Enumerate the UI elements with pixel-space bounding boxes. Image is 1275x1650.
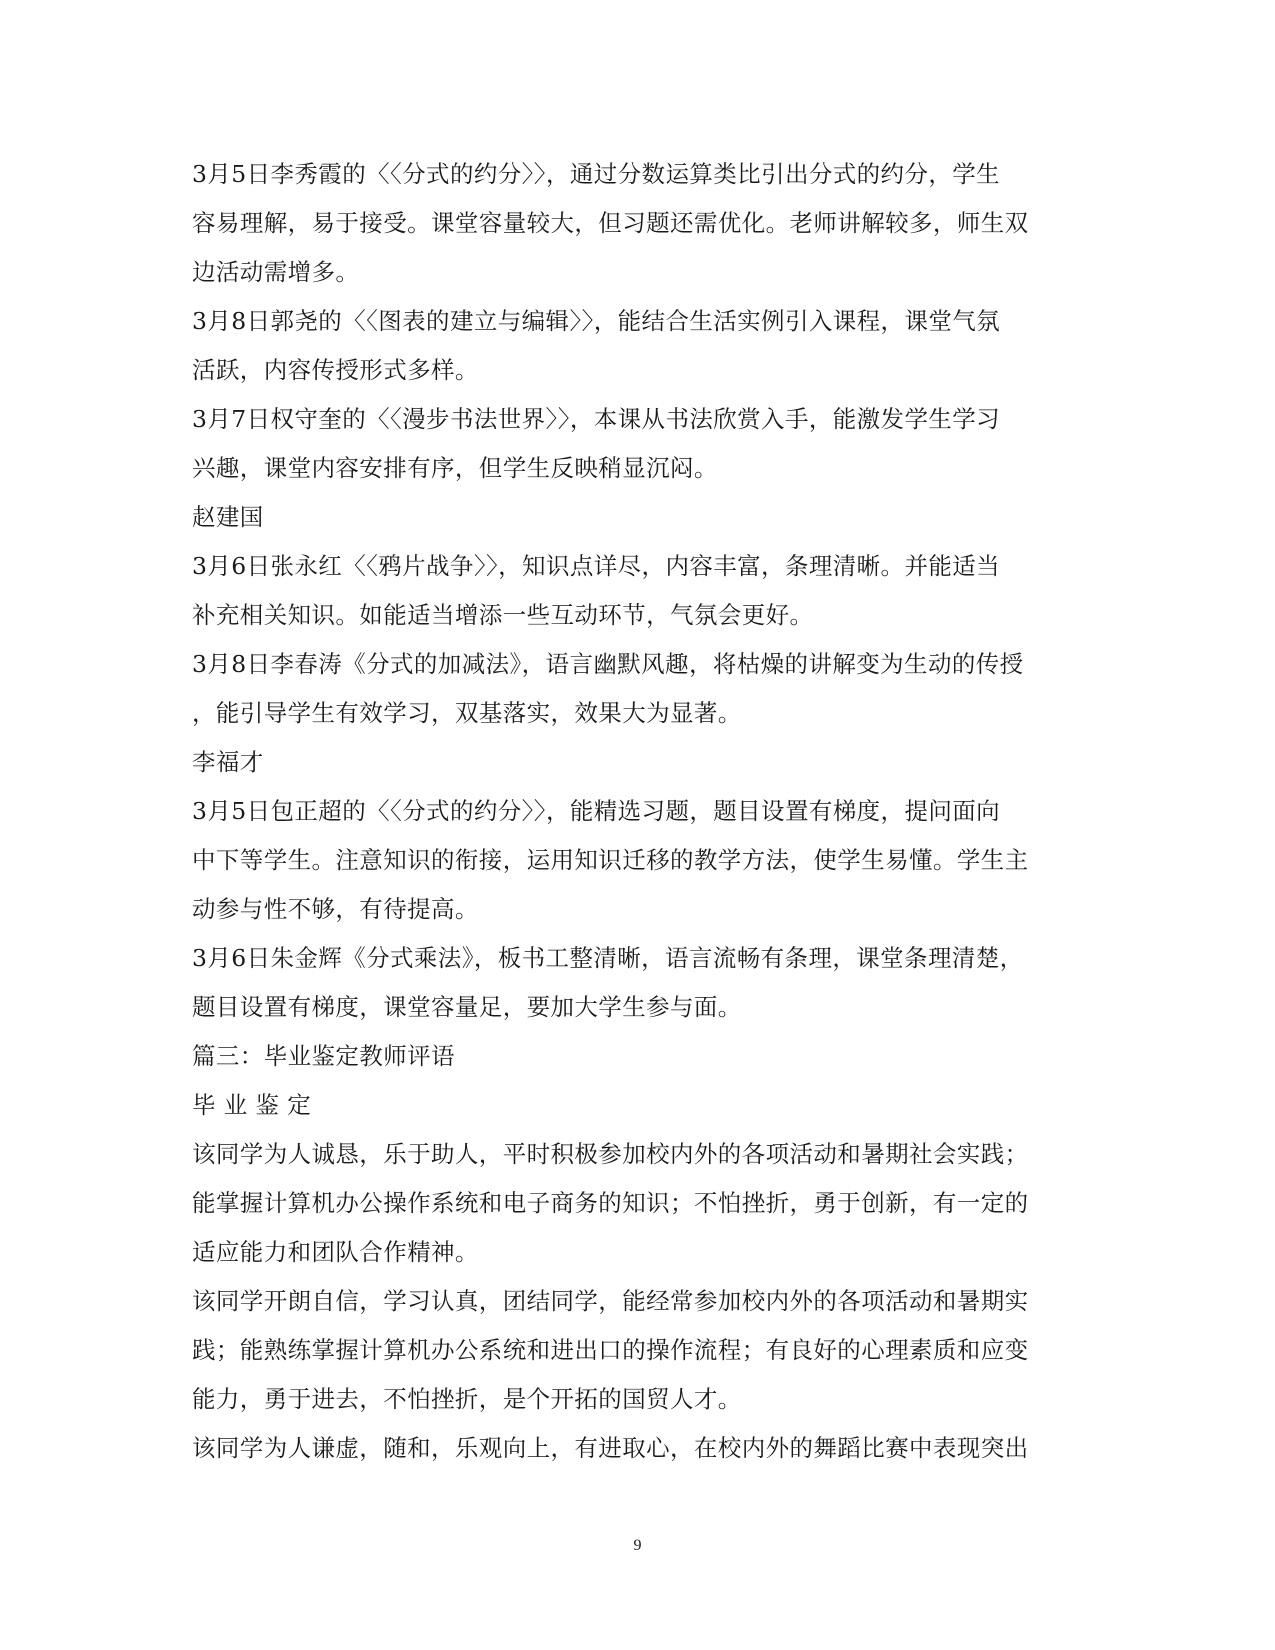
text-line: 适应能力和团队合作精神。 [192,1238,479,1266]
text-line: 3月6日朱金辉《分式乘法》，板书工整清晰，语言流畅有条理，课堂条理清楚， [192,944,1024,972]
text-line: 践；能熟练掌握计算机办公系统和进出口的操作流程；有良好的心理素质和应变 [192,1336,1029,1364]
text-line: 该同学为人谦虚，随和，乐观向上，有进取心，在校内外的舞蹈比赛中表现突出 [192,1434,1029,1462]
section-name: 李福才 [192,748,264,776]
text-line: 能掌握计算机办公操作系统和电子商务的知识；不怕挫折，勇于创新，有一定的 [192,1189,1029,1217]
text-line: ，能引导学生有效学习，双基落实，效果大为显著。 [192,699,742,727]
text-line: 兴趣，课堂内容安排有序，但学生反映稍显沉闷。 [192,454,718,482]
text-line: 题目设置有梯度，课堂容量足，要加大学生参与面。 [192,993,742,1021]
text-line: 3月8日郭尧的〈〈图表的建立与编辑〉〉，能结合生活实例引入课程，课堂气氛 [192,307,1001,335]
text-line: 边活动需增多。 [192,258,360,286]
document-body [192,150,1072,1473]
text-line: 补充相关知识。如能适当增添一些互动环节，气氛会更好。 [192,601,814,629]
text-line: 能力，勇于进去，不怕挫折，是个开拓的国贸人才。 [192,1385,742,1413]
text-line: 容易理解，易于接受。课堂容量较大，但习题还需优化。老师讲解较多，师生双 [192,209,1029,237]
text-line: 3月6日张永红〈〈鸦片战争〉〉，知识点详尽，内容丰富，条理清晰。并能适当 [192,552,1001,580]
text-line: 3月7日权守奎的〈〈漫步书法世界〉〉，本课从书法欣赏入手，能激发学生学习 [192,405,1001,433]
section-name: 赵建国 [192,503,264,531]
page-number: 9 [633,1537,642,1554]
section-heading: 篇三：毕业鉴定教师评语 [192,1042,455,1070]
subsection-heading: 毕 业 鉴 定 [192,1091,312,1119]
text-line: 活跃，内容传授形式多样。 [192,356,479,384]
text-line: 3月5日包正超的〈〈分式的约分〉〉，能精选习题，题目设置有梯度，提问面向 [192,797,1001,825]
text-line: 该同学开朗自信，学习认真，团结同学，能经常参加校内外的各项活动和暑期实 [192,1287,1029,1315]
text-line: 3月5日李秀霞的〈〈分式的约分〉〉，通过分数运算类比引出分式的约分，学生 [192,160,1001,188]
text-line: 动参与性不够，有待提高。 [192,895,479,923]
text-line: 3月8日李春涛《分式的加减法》，语言幽默风趣，将枯燥的讲解变为生动的传授 [192,650,1024,678]
text-line: 该同学为人诚恳，乐于助人，平时积极参加校内外的各项活动和暑期社会实践； [192,1140,1029,1168]
text-line: 中下等学生。注意知识的衔接，运用知识迁移的教学方法，使学生易懂。学生主 [192,846,1029,874]
